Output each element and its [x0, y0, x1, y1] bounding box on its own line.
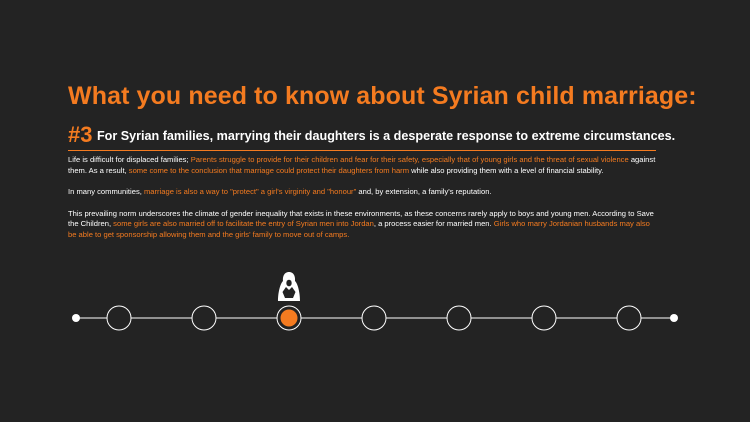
text-run: against them. As a result, [68, 155, 656, 175]
timeline-step-5[interactable] [447, 306, 471, 330]
text-run: In many communities, [68, 187, 144, 197]
timeline-end-dot [670, 314, 678, 322]
timeline-step-1[interactable] [107, 306, 131, 330]
text-run: , a process easier for married men. [373, 219, 494, 229]
text-run: and, by extension, a family's reputation. [356, 187, 492, 197]
text-run: while also providing them with a level of financial stability. [409, 165, 604, 175]
text-run: Life is difficult for displaced families; [68, 155, 191, 164]
point-number: #3 [68, 122, 93, 147]
highlight-run: some girls are also married off to facilitate the entry of Syrian men into Jordan [113, 219, 374, 229]
page-title: What you need to know about Syrian child marriage: [68, 82, 697, 110]
timeline-start-dot [72, 314, 80, 322]
point-heading [68, 122, 676, 151]
highlight-run: some come to the conclusion that marriage could protect their daughters from harm [128, 165, 410, 175]
timeline-step-7[interactable] [617, 306, 641, 330]
timeline-step-2[interactable] [192, 306, 216, 330]
timeline [0, 270, 750, 350]
timeline-step-6[interactable] [532, 306, 556, 330]
paragraph-honour [68, 187, 656, 198]
highlight-run: Girls who marry Jordanian husbands may also be able to get sponsorship allowing them and the girls' family to move out of camps. [68, 219, 650, 240]
timeline-step-4[interactable] [362, 306, 386, 330]
veiled-woman-icon [278, 272, 300, 301]
timeline-step-active-indicator [281, 310, 298, 327]
highlight-run: marriage is also a way to "protect" a girl's virginity and "honour" [143, 187, 357, 197]
highlight-run: Parents struggle to provide for their children and fear for their safety, especially that of young girls and the threat of sexual violence [190, 155, 629, 164]
body-text [68, 155, 656, 252]
text-run: This prevailing norm underscores the climate of gender inequality that exists in these environments, as these concerns rarely apply to boys and young men. According to Save the Children, [68, 208, 654, 229]
paragraph-displaced-families [68, 155, 656, 177]
point-statement: For Syrian families, marrying their daughters is a desperate response to extreme circumstances. [96, 129, 676, 143]
paragraph-gender-inequality [68, 209, 656, 241]
